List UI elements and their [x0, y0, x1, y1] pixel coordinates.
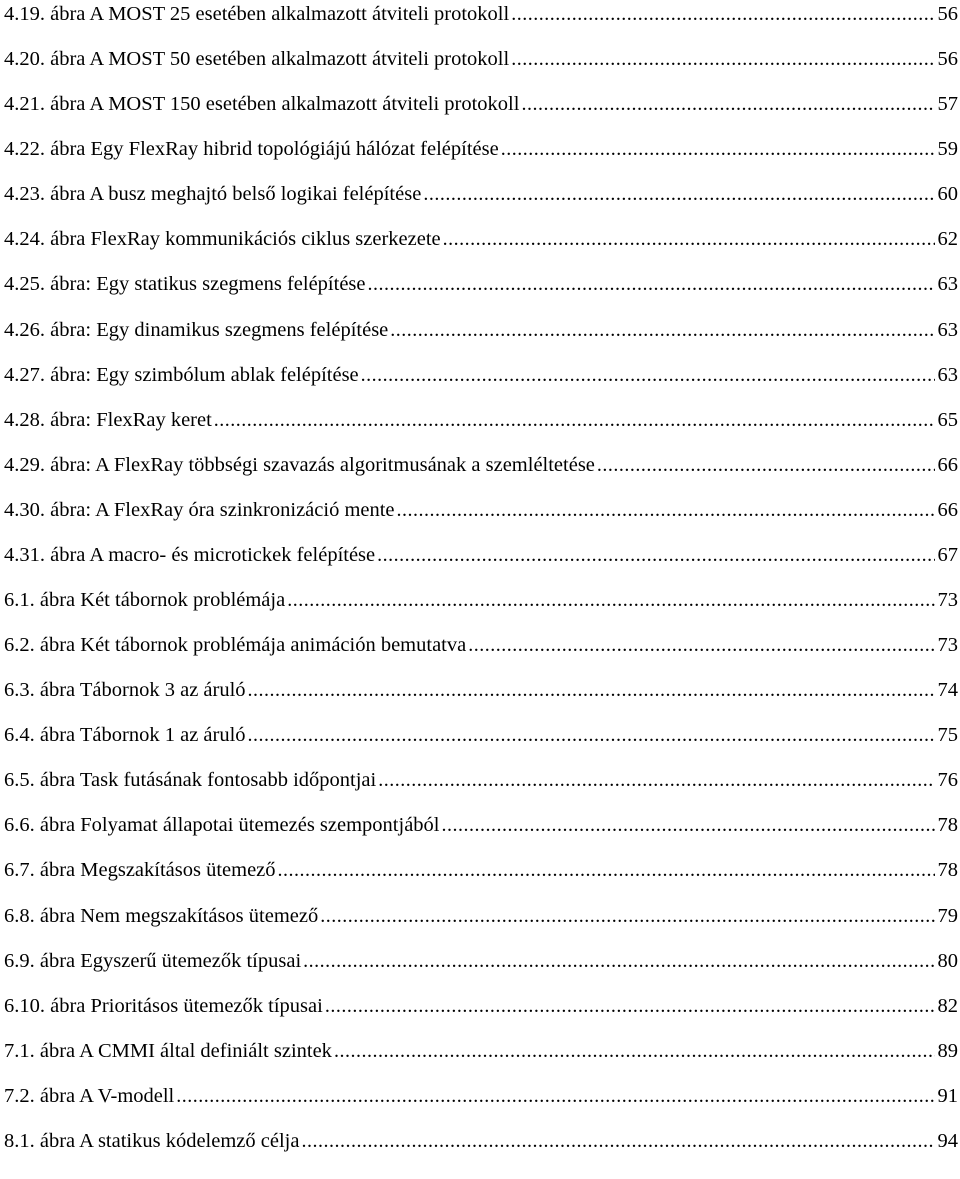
toc-entry-page-number: 75 [937, 724, 958, 746]
toc-entry-page-number: 89 [937, 1040, 958, 1062]
dot-leader [378, 770, 934, 786]
toc-entry-title: 6.1. ábra Két tábornok problémája [4, 589, 286, 611]
toc-entry-page-number: 56 [937, 3, 958, 25]
toc-entry[interactable] [4, 363, 958, 387]
toc-entry-page-number: 82 [937, 995, 958, 1017]
dot-leader [214, 410, 935, 426]
toc-entry[interactable] [4, 813, 958, 837]
toc-entry-page-number: 80 [937, 950, 958, 972]
toc-entry-title: 6.10. ábra Prioritásos ütemezők típusai [4, 995, 323, 1017]
dot-leader [301, 1131, 934, 1147]
toc-entry-title: 4.19. ábra A MOST 25 esetében alkalmazott átviteli protokoll [4, 3, 510, 25]
dot-leader [377, 545, 934, 561]
dot-leader [597, 455, 935, 471]
dot-leader [334, 1041, 935, 1057]
toc-entry[interactable] [4, 768, 958, 792]
dot-leader [423, 184, 934, 200]
toc-entry-page-number: 62 [937, 228, 958, 250]
dot-leader [287, 590, 934, 606]
toc-entry-title: 4.28. ábra: FlexRay keret [4, 409, 212, 431]
toc-entry[interactable] [4, 47, 958, 71]
dot-leader [443, 229, 935, 245]
toc-entry-title: 6.6. ábra Folyamat állapotai ütemezés szempontjából [4, 814, 440, 836]
dot-leader [442, 815, 935, 831]
toc-entry-page-number: 63 [937, 273, 958, 295]
toc-entry-page-number: 74 [937, 679, 958, 701]
toc-entry-page-number: 78 [937, 859, 958, 881]
toc-entry-title: 4.26. ábra: Egy dinamikus szegmens felépítése [4, 319, 389, 341]
toc-entry-title: 6.5. ábra Task futásának fontosabb időpontjai [4, 769, 377, 791]
dot-leader [248, 680, 935, 696]
toc-entry-title: 6.7. ábra Megszakításos ütemező [4, 859, 276, 881]
toc-entry-title: 4.31. ábra A macro- és microtickek felépítése [4, 544, 376, 566]
toc-entry[interactable] [4, 498, 958, 522]
toc-entry[interactable] [4, 182, 958, 206]
toc-entry[interactable] [4, 1084, 958, 1108]
dot-leader [325, 996, 935, 1012]
toc-entry-title: 4.23. ábra A busz meghajtó belső logikai felépítése [4, 183, 422, 205]
toc-entry[interactable] [4, 272, 958, 296]
toc-entry[interactable] [4, 2, 958, 26]
toc-entry[interactable] [4, 678, 958, 702]
toc-entry-page-number: 63 [937, 364, 958, 386]
dot-leader [390, 320, 934, 336]
dot-leader [468, 635, 934, 651]
toc-entry-page-number: 59 [937, 138, 958, 160]
toc-entry-page-number: 76 [937, 769, 958, 791]
toc-entry[interactable] [4, 858, 958, 882]
toc-entry-title: 6.9. ábra Egyszerű ütemezők típusai [4, 950, 302, 972]
toc-entry[interactable] [4, 633, 958, 657]
toc-entry-page-number: 73 [937, 589, 958, 611]
toc-entry-title: 4.20. ábra A MOST 50 esetében alkalmazott átviteli protokoll [4, 48, 510, 70]
toc-entry-page-number: 67 [937, 544, 958, 566]
toc-entry[interactable] [4, 453, 958, 477]
toc-entry[interactable] [4, 994, 958, 1018]
dot-leader [361, 365, 935, 381]
toc-entry-page-number: 63 [937, 319, 958, 341]
toc-entry-page-number: 57 [937, 93, 958, 115]
toc-entry[interactable] [4, 723, 958, 747]
toc-entry-page-number: 65 [937, 409, 958, 431]
toc-entry-page-number: 60 [937, 183, 958, 205]
dot-leader [278, 860, 935, 876]
toc-entry[interactable] [4, 137, 958, 161]
toc-entry-title: 4.30. ábra: A FlexRay óra szinkronizáció mente [4, 499, 395, 521]
toc-entry-page-number: 94 [937, 1130, 958, 1152]
toc-entry[interactable] [4, 543, 958, 567]
toc-entry-title: 6.8. ábra Nem megszakításos ütemező [4, 905, 319, 927]
toc-entry-title: 8.1. ábra A statikus kódelemző célja [4, 1130, 300, 1152]
toc-entry-title: 4.21. ábra A MOST 150 esetében alkalmazott átviteli protokoll [4, 93, 520, 115]
toc-entry-title: 4.25. ábra: Egy statikus szegmens felépítése [4, 273, 366, 295]
toc-entry[interactable] [4, 1129, 958, 1153]
toc-entry[interactable] [4, 318, 958, 342]
toc-entry-title: 4.22. ábra Egy FlexRay hibrid topológiájú hálózat felépítése [4, 138, 499, 160]
dot-leader [397, 500, 935, 516]
toc-entry-title: 6.3. ábra Tábornok 3 az áruló [4, 679, 246, 701]
dot-leader [320, 906, 934, 922]
toc-entry[interactable] [4, 408, 958, 432]
dot-leader [521, 94, 934, 110]
toc-entry-title: 4.27. ábra: Egy szimbólum ablak felépítése [4, 364, 359, 386]
toc-entry-title: 7.1. ábra A CMMI által definiált szintek [4, 1040, 332, 1062]
toc-entry[interactable] [4, 904, 958, 928]
toc-entry[interactable] [4, 92, 958, 116]
dot-leader [368, 274, 935, 290]
toc-entry-page-number: 73 [937, 634, 958, 656]
dot-leader [248, 725, 935, 741]
dot-leader [176, 1086, 934, 1102]
toc-entry[interactable] [4, 949, 958, 973]
toc-entry[interactable] [4, 1039, 958, 1063]
dot-leader [511, 49, 934, 65]
toc-entry-page-number: 78 [937, 814, 958, 836]
toc-entry[interactable] [4, 227, 958, 251]
toc-entry-title: 6.4. ábra Tábornok 1 az áruló [4, 724, 246, 746]
toc-entry-title: 6.2. ábra Két tábornok problémája animáción bemutatva [4, 634, 467, 656]
toc-entry-title: 4.24. ábra FlexRay kommunikációs ciklus szerkezete [4, 228, 441, 250]
toc-entry-page-number: 66 [937, 454, 958, 476]
dot-leader [303, 951, 934, 967]
dot-leader [511, 4, 934, 20]
toc-entry[interactable] [4, 588, 958, 612]
toc-entry-page-number: 56 [937, 48, 958, 70]
dot-leader [501, 139, 935, 155]
toc-entry-page-number: 91 [937, 1085, 958, 1107]
toc-entry-title: 7.2. ábra A V-modell [4, 1085, 175, 1107]
toc-entry-page-number: 79 [937, 905, 958, 927]
toc-entry-title: 4.29. ábra: A FlexRay többségi szavazás algoritmusának a szemléltetése [4, 454, 595, 476]
toc-entry-page-number: 66 [937, 499, 958, 521]
